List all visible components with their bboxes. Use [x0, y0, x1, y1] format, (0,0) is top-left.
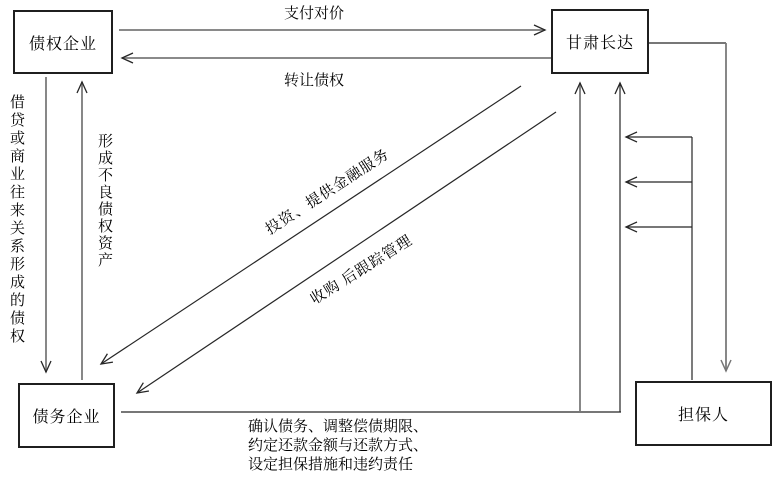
npl-formation-label: 形成不良债权资产: [96, 133, 112, 269]
loan-relation-label: 借贷或商业往来关系形成的债权: [8, 94, 24, 346]
agreement-note-line-3: 设定担保措施和违约责任: [248, 457, 414, 473]
agreement-note-line-2: 约定还款金额与还款方式、: [248, 438, 429, 454]
agreement-note: [248, 418, 428, 475]
node-gansu-changda: [551, 9, 649, 74]
pay-consideration-label: 支付对价: [283, 6, 344, 22]
transfer-claims-label: 转让债权: [283, 73, 344, 89]
node-debtor-enterprise: [18, 383, 115, 448]
node-creditor-enterprise: [13, 10, 113, 74]
node-creditor-label: 债权企业: [28, 35, 97, 53]
tracking-management-label: 收购 后跟踪管理: [308, 232, 416, 308]
node-gansu-label: 甘肃长达: [565, 35, 634, 52]
node-guarantor: [635, 381, 772, 446]
node-debtor-label: 债务企业: [32, 409, 101, 426]
tracking-arrow: [137, 112, 556, 393]
invest-arrow: [101, 86, 521, 364]
agreement-note-line-1: 确认债务、调整偿债期限、: [248, 419, 429, 435]
node-guarantor-label: 担保人: [677, 407, 729, 424]
invest-services-label: 投资、提供金融服务: [263, 146, 393, 239]
